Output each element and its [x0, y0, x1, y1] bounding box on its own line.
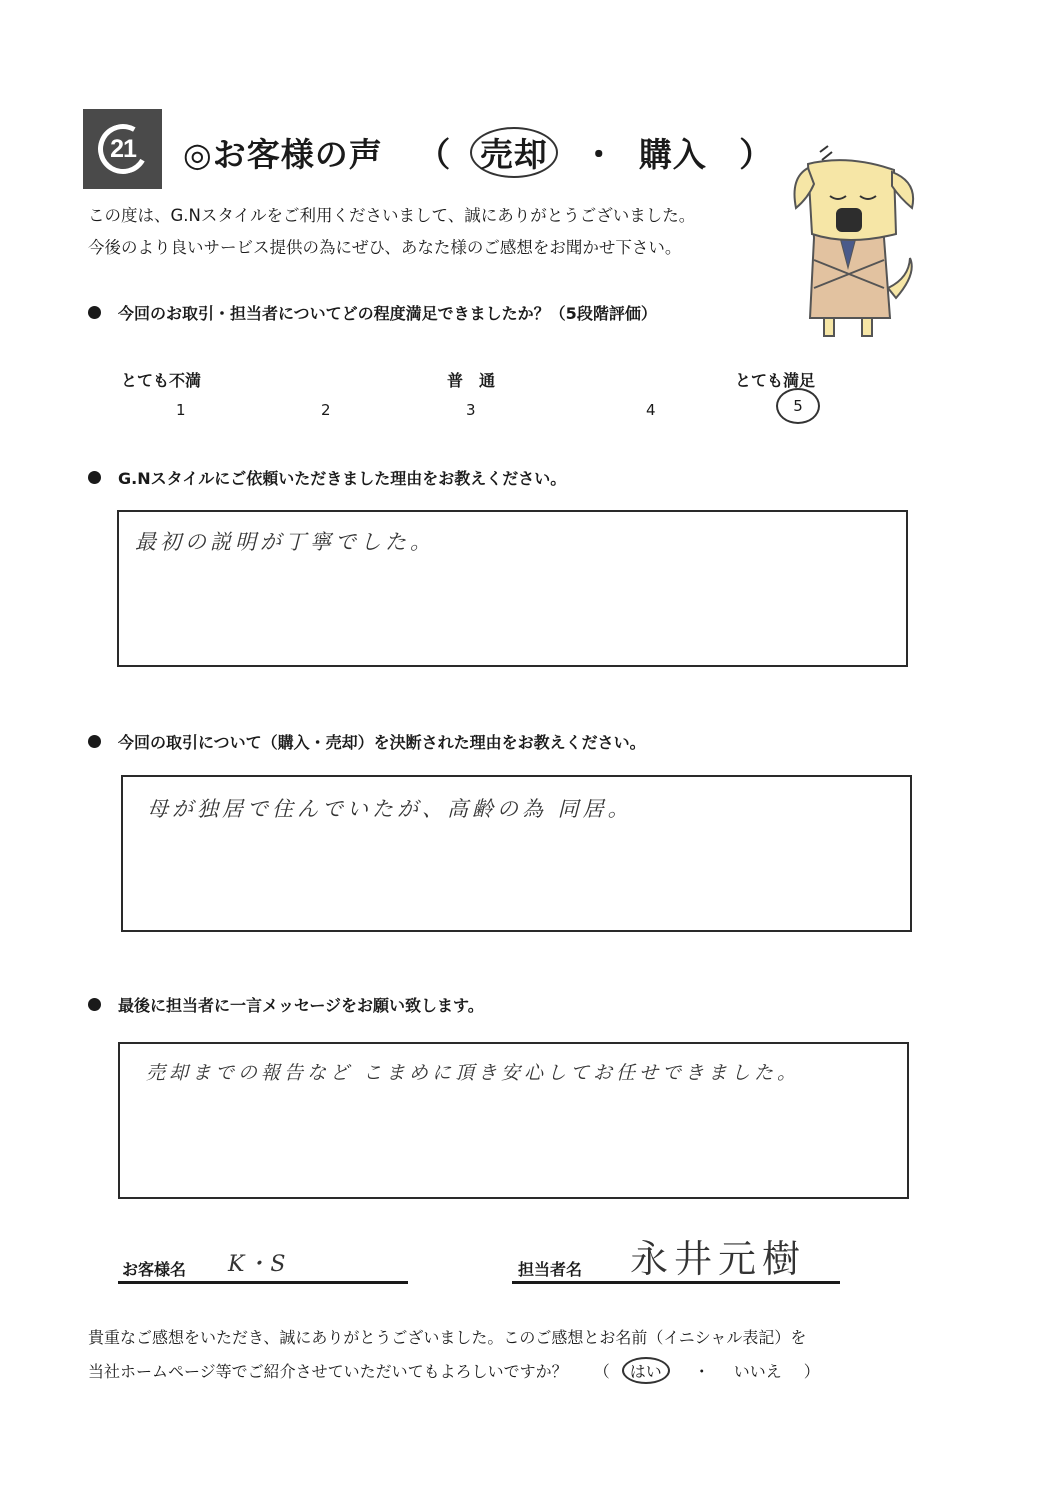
option-sell-selected: 売却: [470, 127, 558, 178]
question-4-text: 最後に担当者に一言メッセージをお願い致します。: [118, 996, 484, 1015]
page-title: ◎お客様の声 （ 売却 ・ 購入 ）: [183, 127, 773, 178]
staff-name-label: 担当者名: [518, 1260, 583, 1279]
logo-ring-icon: [92, 118, 153, 179]
answer-box-4[interactable]: [118, 1042, 909, 1199]
customer-name-value: K・S: [228, 1252, 288, 1277]
question-2-text: G.Nスタイルにご依頼いただきました理由をお教えください。: [118, 469, 567, 488]
staff-name-value: 永井元樹: [630, 1237, 807, 1281]
answer-2-text: 最初の説明が丁寧でした。: [135, 530, 435, 554]
scale-label-mid: 普 通: [447, 371, 496, 390]
rating-option-5-selected[interactable]: 5: [776, 388, 820, 424]
footer-line-1: 貴重なご感想をいただき、誠にありがとうございました。このご感想とお名前（イニシャル表記）を: [88, 1328, 807, 1347]
mascot-dog-illustration: [784, 138, 919, 338]
rating-option-1[interactable]: 1: [176, 401, 186, 419]
rating-option-2[interactable]: 2: [321, 401, 331, 419]
scale-label-low: とても不満: [121, 371, 202, 390]
answer-3-text: 母が独居で住んでいたが、高齢の為 同居。: [147, 797, 633, 821]
bullet-icon: [88, 998, 101, 1011]
consent-yes-selected[interactable]: はい: [622, 1357, 670, 1384]
footer-question: 当社ホームページ等でご紹介させていただいてもよろしいですか？: [88, 1362, 568, 1381]
bullet-icon: [88, 306, 101, 319]
intro-line-1: この度は、G.Nスタイルをご利用くださいまして、誠にありがとうございました。: [88, 206, 696, 225]
consent-no[interactable]: いいえ: [733, 1362, 782, 1381]
question-3: [88, 730, 646, 753]
customer-name-label: お客様名: [122, 1260, 187, 1279]
rating-option-3[interactable]: 3: [466, 401, 476, 419]
footer-line-2: 当社ホームページ等でご紹介させていただいてもよろしいですか？ （ はい ・ いいえ ）: [88, 1357, 820, 1384]
question-4: [88, 993, 484, 1016]
customer-name-line: [118, 1281, 408, 1284]
question-2: [88, 466, 566, 489]
bullet-icon: [88, 471, 101, 484]
scale-label-high: とても満足: [735, 371, 816, 390]
answer-box-2[interactable]: [117, 510, 908, 667]
logo-text: 21: [109, 134, 136, 163]
rating-option-4[interactable]: 4: [646, 401, 656, 419]
title-prefix: ◎お客様の声: [183, 135, 383, 174]
answer-4-text: 売却までの報告など こまめに頂き安心してお任せできました。: [146, 1062, 801, 1084]
option-buy: 購入: [638, 135, 707, 174]
intro-line-2: 今後のより良いサービス提供の為にぜひ、あなた様のご感想をお聞かせ下さい。: [88, 238, 682, 257]
question-1-text: 今回のお取引・担当者についてどの程度満足できましたか？（5段階評価）: [118, 304, 657, 323]
question-3-text: 今回の取引について（購入・売却）を決断された理由をお教えください。: [118, 733, 646, 752]
answer-box-3[interactable]: [121, 775, 912, 932]
staff-name-line: [512, 1281, 840, 1284]
question-1: [88, 301, 657, 324]
century21-logo: [83, 109, 162, 189]
bullet-icon: [88, 735, 101, 748]
